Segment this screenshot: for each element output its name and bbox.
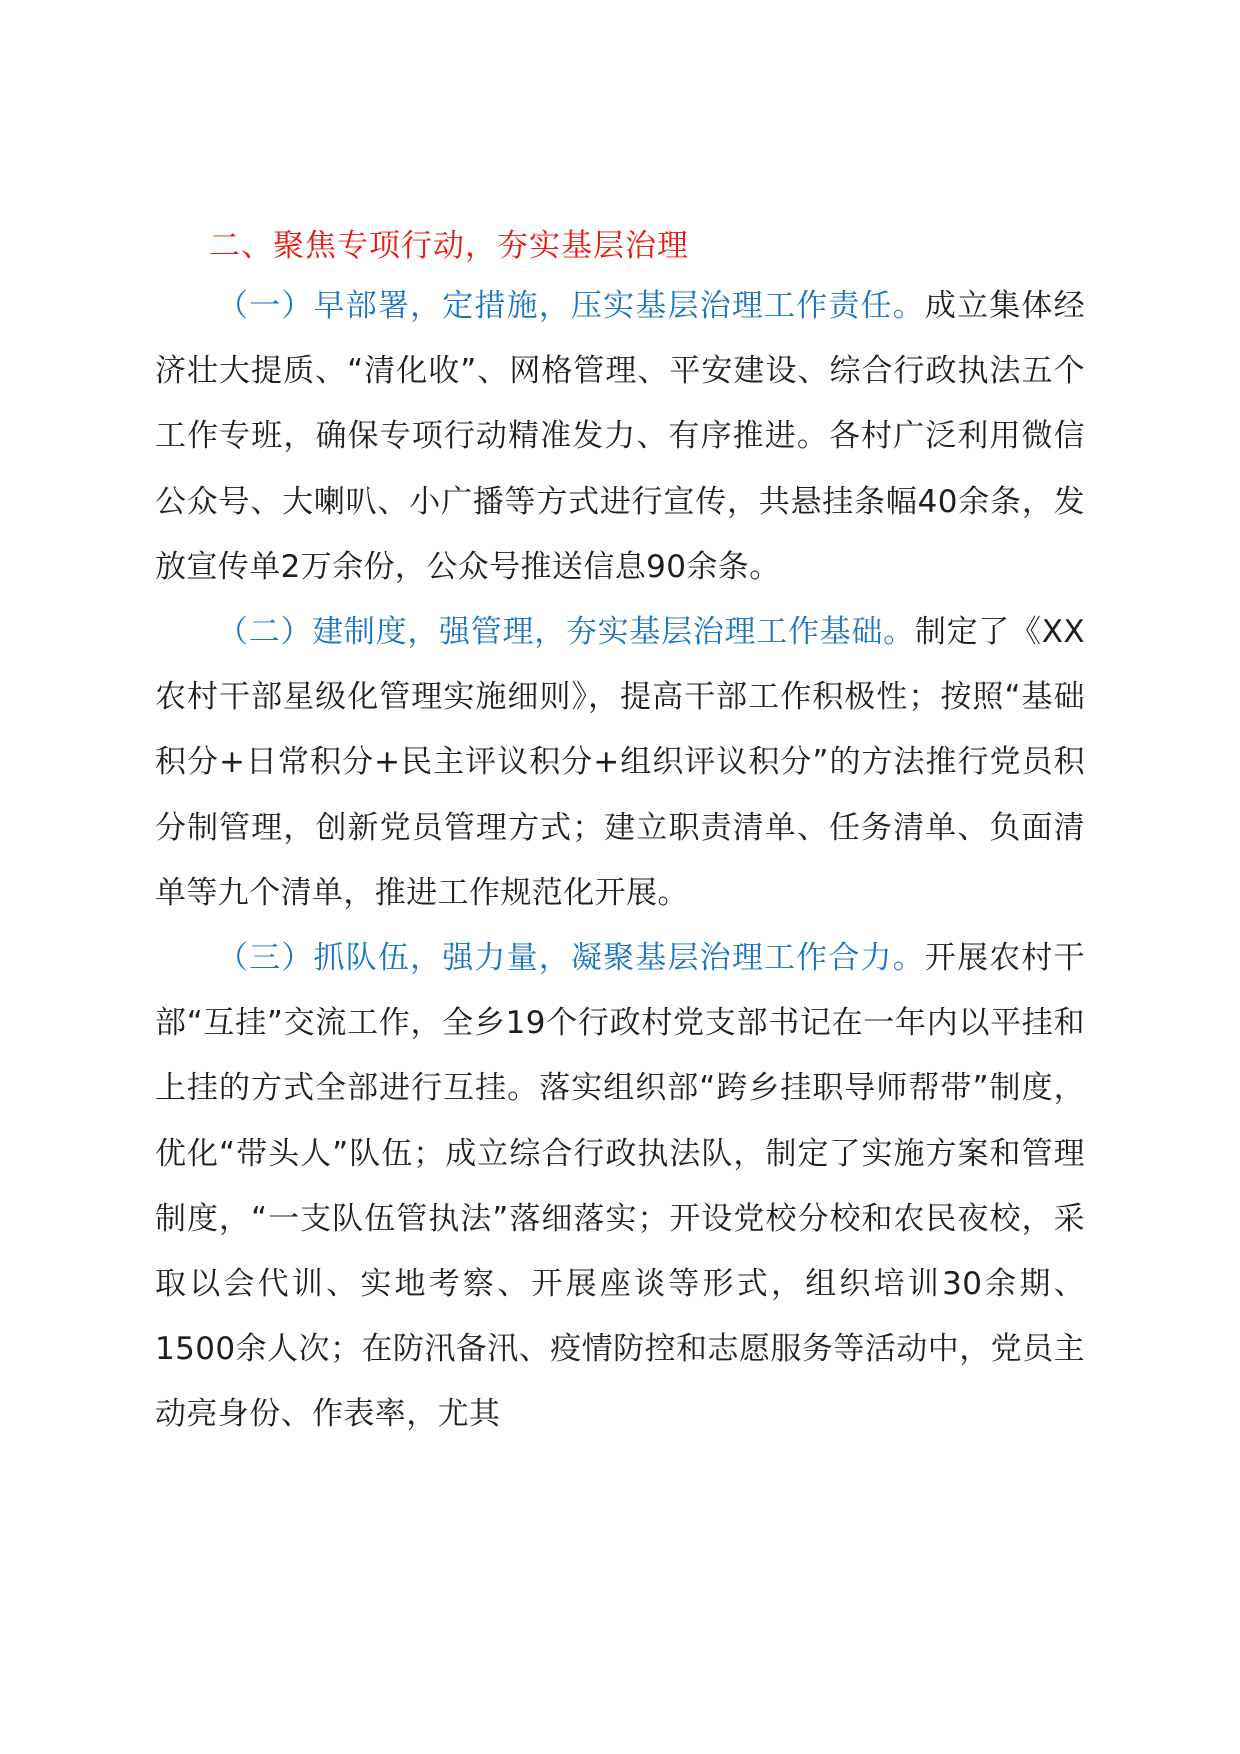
section-heading: 二、聚焦专项行动，夯实基层治理 (209, 228, 689, 264)
document-content (155, 218, 1085, 1448)
paragraph-2 (155, 600, 1085, 926)
paragraph-1-lead: （一）早部署，定措施，压实基层治理工作责任。 (217, 288, 925, 324)
paragraph-1 (155, 274, 1085, 600)
paragraph-3-lead: （三）抓队伍，强力量，凝聚基层治理工作合力。 (217, 940, 925, 977)
paragraph-2-lead: （二）建制度，强管理，夯实基层治理工作基础。 (217, 614, 915, 651)
paragraph-1-body: 成立集体经济壮大提质、“清化收”、网格管理、平安建设、综合行政执法五个工作专班，确保专项行动精准发力、有序推进。各村广泛利用微信公众号、大喇叭、小广播等方式进行宣传，共悬挂条幅40余条，发放宣传单2万余份，公众号推送信息90余条。 (155, 288, 1085, 585)
paragraph-2-body: 制定了《XX农村干部星级化管理实施细则》，提高干部工作积极性；按照“基础积分+日常积分+民主评议积分+组织评议积分”的方法推行党员积分制管理，创新党员管理方式；建立职责清单、任务清单、负面清单等九个清单，推进工作规范化开展。 (155, 614, 1085, 911)
paragraph-3 (155, 926, 1085, 1448)
paragraph-3-body: 开展农村干部“互挂”交流工作，全乡19个行政村党支部书记在一年内以平挂和上挂的方式全部进行互挂。落实组织部“跨乡挂职导师帮带”制度，优化“带头人”队伍；成立综合行政执法队，制定了实施方案和管理制度，“一支队伍管执法”落细落实；开设党校分校和农民夜校，采取以会代训、实地考察、开展座谈等形式，组织培训30余期、1500余人次；在防汛备汛、疫情防控和志愿服务等活动中，党员主动亮身份、作表率，尤其 (155, 940, 1085, 1433)
